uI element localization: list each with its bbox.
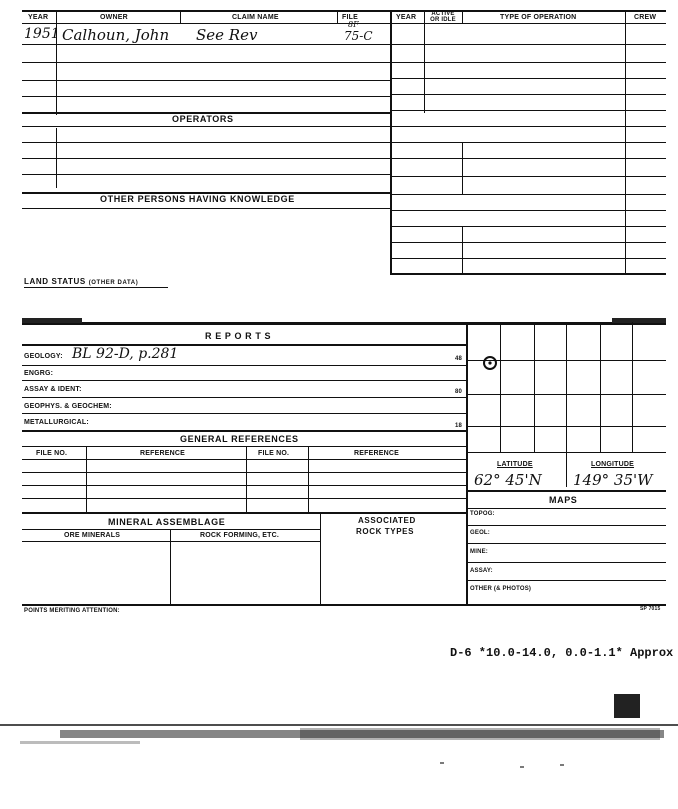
rule [22, 23, 666, 24]
rule [390, 142, 666, 143]
rule [22, 174, 390, 175]
report-label-engrg: ENGRG: [24, 370, 54, 377]
ore-minerals-heading: ORE MINERALS [64, 532, 121, 539]
rule [466, 543, 666, 544]
maps-other: OTHER (& PHOTOS) [470, 586, 532, 592]
rule [390, 242, 666, 243]
header-claim-name: CLAIM NAME [232, 14, 279, 21]
rule [466, 426, 666, 427]
row1-file: 75-C [344, 29, 373, 43]
maps-geol: GEOL: [470, 530, 490, 536]
rule [22, 413, 466, 414]
rule [390, 94, 666, 95]
rule [600, 322, 601, 452]
header-file: FILE [342, 14, 358, 21]
report-label-geology: GEOLOGY: [24, 353, 63, 360]
rule [424, 23, 425, 113]
report-label-geophys: GEOPHYS. & GEOCHEM: [24, 403, 112, 410]
report-num-assay: 80 [455, 389, 463, 395]
rule [56, 10, 57, 24]
rule [22, 446, 466, 447]
rule [466, 580, 666, 581]
maps-assay: ASSAY: [470, 568, 493, 574]
row1-year: 1951 [24, 26, 60, 42]
general-references-heading: GENERAL REFERENCES [180, 434, 299, 444]
rule [22, 208, 390, 209]
typed-annotation: D-6 *10.0-14.0, 0.0-1.1* Approx [450, 646, 674, 660]
rule [22, 10, 666, 12]
rule [22, 397, 466, 398]
latitude-value: 62° 45'N [474, 471, 542, 489]
maps-mine: MINE: [470, 549, 488, 555]
gr-header-file-no-1: FILE NO. [36, 450, 68, 457]
latitude-label: LATITUDE [497, 461, 533, 468]
rule [390, 176, 666, 177]
report-label-metallurgical: METALLURGICAL: [24, 419, 89, 426]
header-owner: OWNER [100, 14, 128, 21]
rule [22, 512, 466, 514]
land-status-sub: (OTHER DATA) [88, 280, 139, 286]
rule [22, 604, 666, 606]
rule [466, 562, 666, 563]
rule [500, 322, 501, 452]
header-type-of-operation: TYPE OF OPERATION [500, 14, 577, 21]
rule [22, 80, 390, 81]
rule [22, 472, 466, 473]
longitude-label: LONGITUDE [591, 461, 635, 468]
rule [22, 365, 466, 366]
rule [320, 512, 321, 604]
rule [390, 62, 666, 63]
rule [466, 394, 666, 395]
row1-file-top: 8F [348, 20, 359, 29]
rule [462, 10, 463, 24]
rock-types-heading: ROCK TYPES [356, 527, 415, 536]
rule [390, 226, 666, 227]
rule [424, 10, 425, 24]
rule [246, 446, 247, 512]
gr-header-reference-2: REFERENCE [354, 450, 399, 457]
reports-heading: R E P O R T S [205, 331, 272, 341]
rule [466, 322, 468, 606]
header-active-or-idle: ACTIVE OR IDLE [430, 11, 456, 23]
header-year-2: YEAR [396, 14, 417, 21]
gr-header-file-no-2: FILE NO. [258, 450, 290, 457]
rule [462, 227, 463, 275]
rule [22, 498, 466, 499]
points-meriting-attention: POINTS MERITING ATTENTION: [24, 608, 120, 614]
rule [534, 322, 535, 452]
rule [625, 23, 626, 273]
rule [390, 126, 666, 127]
rule [22, 142, 390, 143]
scan-mark [612, 318, 666, 323]
rule [308, 446, 309, 512]
rule [632, 322, 633, 452]
rule [22, 529, 320, 530]
rule [22, 380, 466, 381]
rule [22, 322, 666, 325]
land-status-heading [24, 277, 138, 286]
rule [566, 322, 567, 487]
rule [22, 44, 390, 45]
rule [390, 273, 666, 275]
rock-forming-heading: ROCK FORMING, ETC. [200, 532, 280, 539]
report-value-geology: BL 92-D, p.281 [72, 346, 179, 362]
rule [22, 430, 466, 432]
associated-heading: ASSOCIATED [358, 516, 416, 525]
report-num-metallurgical: 18 [455, 423, 463, 429]
rule [462, 143, 463, 195]
rule [22, 158, 390, 159]
other-persons-heading: OTHER PERSONS HAVING KNOWLEDGE [100, 194, 295, 204]
header-crew: CREW [634, 14, 657, 21]
rule [22, 96, 390, 97]
rule [22, 62, 390, 63]
row1-claim-name: See Rev [196, 26, 258, 44]
rule [390, 258, 666, 259]
location-marker-icon [482, 355, 498, 371]
maps-heading: MAPS [549, 495, 578, 505]
rule [22, 126, 390, 127]
maps-topog: TOPOG: [470, 511, 495, 517]
rule [86, 446, 87, 512]
rule [24, 287, 168, 288]
rule [390, 194, 666, 195]
longitude-value: 149° 35'W [573, 471, 653, 489]
rule [390, 44, 666, 45]
header-year: YEAR [28, 14, 49, 21]
row1-owner: Calhoun, John [62, 26, 170, 44]
rule [466, 508, 666, 509]
rule [390, 158, 666, 159]
scan-mark [22, 318, 82, 323]
form-number: SP 7015 [640, 606, 661, 612]
rule [390, 210, 666, 211]
operators-heading: OPERATORS [172, 114, 234, 124]
report-num-geology: 48 [455, 356, 463, 362]
rule [466, 525, 666, 526]
land-status-label: LAND STATUS [24, 277, 86, 286]
rule [390, 78, 666, 79]
rule [22, 459, 466, 460]
rule [625, 10, 626, 24]
rule [466, 490, 666, 492]
gr-header-reference-1: REFERENCE [140, 450, 185, 457]
report-label-assay: ASSAY & IDENT: [24, 386, 82, 393]
rule [22, 485, 466, 486]
rule [390, 110, 666, 111]
mineral-assemblage-heading: MINERAL ASSEMBLAGE [108, 517, 226, 527]
rule [180, 10, 181, 24]
rule [170, 529, 171, 604]
rule [22, 541, 320, 542]
rule [466, 452, 666, 453]
rule [337, 10, 338, 24]
